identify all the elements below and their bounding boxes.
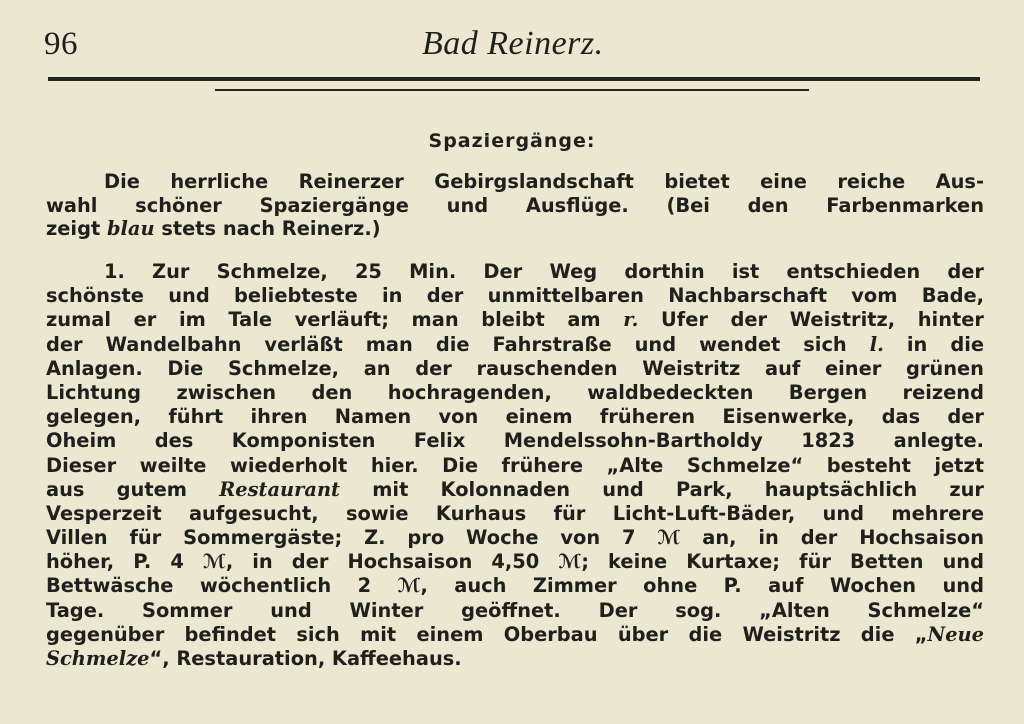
- italic-text: Restaurant: [219, 477, 340, 501]
- text-span: Ufer der Weistritz, hinter: [638, 308, 984, 332]
- text-line: [46, 647, 984, 671]
- text-line: [46, 478, 984, 502]
- text-line: Vesperzeit aufgesucht, sowie Kurhaus für Licht-Luft-Bäder, und mehrere: [46, 501, 984, 525]
- text-span: der Wandelbahn verläßt man die Fahrstraße und wendet sich: [46, 332, 870, 356]
- text-line: Dieser weilte wiederholt hier. Die frühere „Alte Schmelze“ besteht jetzt: [46, 453, 984, 477]
- text-line: Lichtung zwischen den hochragenden, waldbedeckten Bergen reizend: [46, 380, 984, 404]
- text-line: [46, 308, 984, 332]
- italic-text: Neue: [927, 622, 984, 646]
- text-span: aus gutem: [46, 477, 220, 501]
- text-line: wahl schöner Spaziergänge und Ausflüge. (Bei den Farbenmarken: [46, 193, 984, 217]
- walk-schmelze-paragraph: [46, 260, 984, 671]
- text-span: zumal er im Tale verläuft; man bleibt am: [46, 308, 624, 332]
- text-line: höher, P. 4 ℳ, in der Hochsaison 4,50 ℳ; keine Kurtaxe; für Betten und: [46, 550, 984, 574]
- text-line: 1. Zur Schmelze, 25 Min. Der Weg dorthin ist entschieden der: [104, 260, 984, 283]
- italic-text: r.: [623, 308, 639, 332]
- text-line: [46, 217, 984, 241]
- text-line: Tage. Sommer und Winter geöffnet. Der sog. „Alten Schmelze“: [46, 598, 984, 622]
- italic-text: l.: [869, 332, 884, 356]
- text-line: Oheim des Komponisten Felix Mendelssohn-Bartholdy 1823 anlegte.: [46, 429, 984, 453]
- header-rule-thick: [48, 77, 980, 81]
- text-line: Villen für Sommergäste; Z. pro Woche von 7 ℳ an, in der Hochsaison: [46, 526, 984, 550]
- text-line: Anlagen. Die Schmelze, an der rauschenden Weistritz auf einer grünen: [46, 356, 984, 380]
- italic-text: blau: [106, 217, 155, 240]
- intro-paragraph: [46, 170, 984, 241]
- page-header: [44, 22, 978, 66]
- section-title: Spaziergänge:: [428, 130, 596, 152]
- text-span: “, Restauration, Kaffeehaus.: [149, 647, 462, 670]
- text-span: stets nach Reinerz.): [154, 217, 381, 240]
- text-span: mit Kolonnaden und Park, hauptsächlich zur: [340, 477, 984, 501]
- page-number: 96: [44, 26, 78, 62]
- text-line: gelegen, führt ihren Namen von einem früheren Eisenwerke, das der: [46, 405, 984, 429]
- running-title: Bad Reinerz.: [422, 25, 604, 62]
- text-line: Die herrliche Reinerzer Gebirgslandschaft bietet eine reiche Aus-: [104, 170, 984, 193]
- text-line: Bettwäsche wöchentlich 2 ℳ, auch Zimmer ohne P. auf Wochen und: [46, 574, 984, 598]
- text-line: [46, 623, 984, 647]
- text-span: gegenüber befindet sich mit einem Oberbau über die Weistritz die „: [46, 622, 928, 646]
- header-rule-thin: [215, 89, 809, 91]
- text-line: [46, 333, 984, 357]
- text-span: in die: [883, 332, 984, 356]
- text-span: zeigt: [46, 217, 107, 240]
- italic-text: Schmelze: [46, 647, 150, 670]
- text-line: schönste und beliebteste in der unmittelbaren Nachbarschaft vom Bade,: [46, 284, 984, 308]
